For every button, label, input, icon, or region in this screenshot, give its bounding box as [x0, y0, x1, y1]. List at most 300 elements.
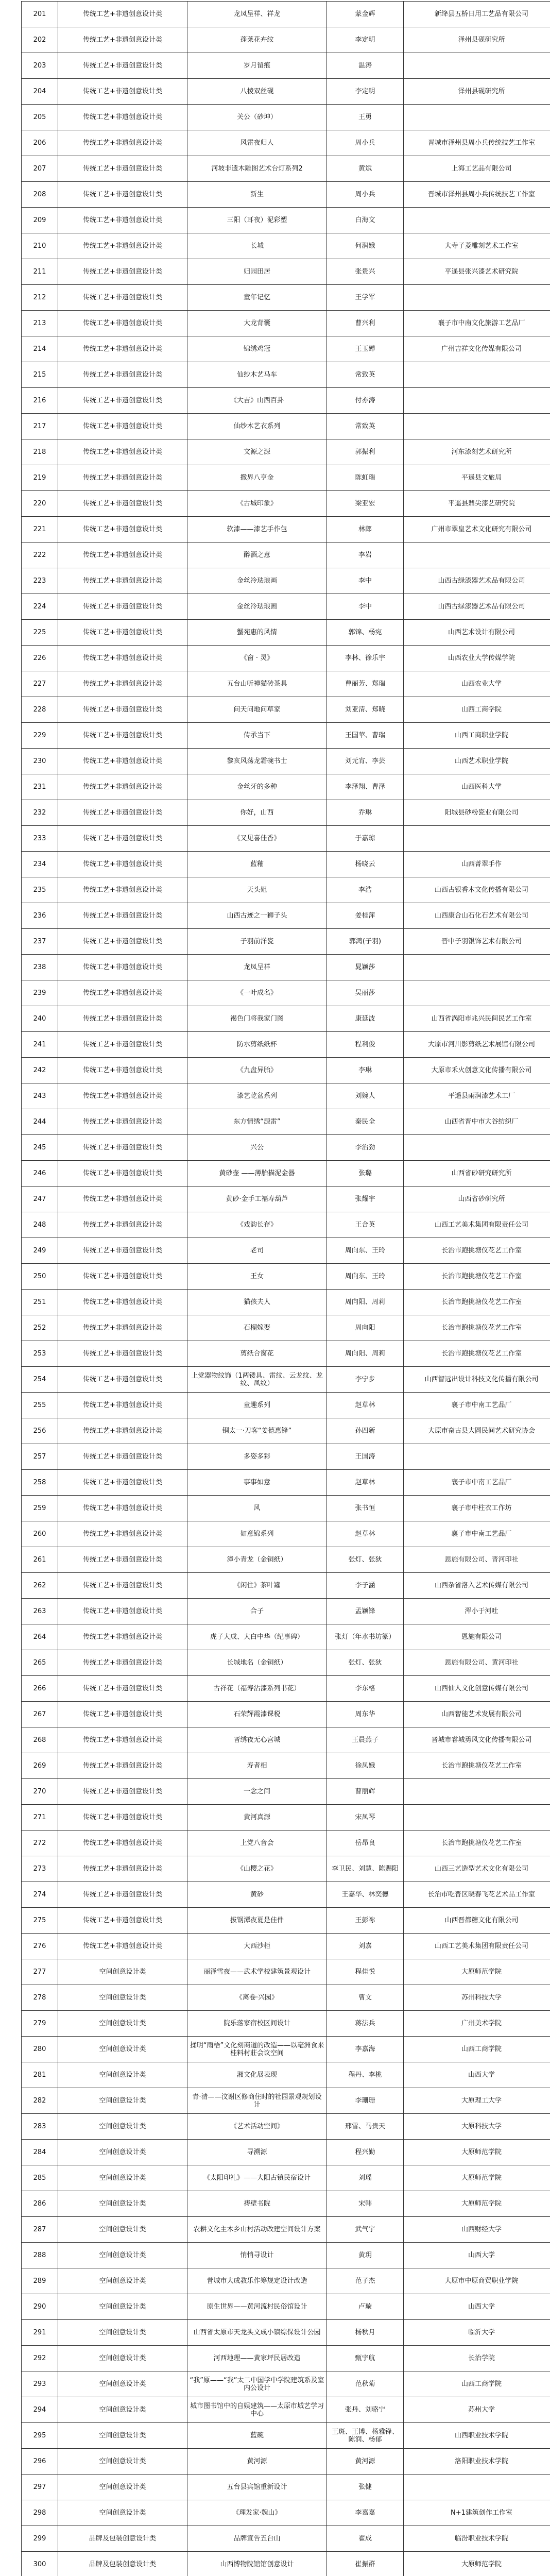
cell-work-title: 传承当下 — [187, 723, 327, 749]
cell-work-title: 悄悄寻设计 — [187, 2243, 327, 2268]
cell-organization: 恩施有限公司 — [404, 1624, 550, 1650]
cell-organization: 山西大学 — [404, 2294, 550, 2320]
cell-author: 郭振利 — [327, 439, 404, 465]
cell-number: 201 — [22, 2, 58, 27]
table-row — [22, 311, 550, 336]
cell-author: 程丹、李桃 — [327, 2062, 404, 2088]
cell-work-title: 金丝冷珐琅画 — [187, 568, 327, 594]
cell-work-title: 蟹苑惠的风情 — [187, 620, 327, 646]
cell-organization — [404, 2475, 550, 2500]
table-row — [22, 2037, 550, 2062]
table-row — [22, 388, 550, 414]
cell-category: 传统工艺+非遗创意设计类 — [58, 1496, 187, 1521]
table-row — [22, 646, 550, 671]
cell-work-title: 昔城市大成教乐作筹规定设计改造 — [187, 2268, 327, 2294]
cell-number: 260 — [22, 1521, 58, 1547]
cell-author: 蒋法兵 — [327, 2011, 404, 2037]
cell-author: 李泽翔、曹泽 — [327, 774, 404, 800]
cell-number: 217 — [22, 414, 58, 439]
cell-work-title: 金丝冷珐琅画 — [187, 594, 327, 620]
table-row — [22, 2217, 550, 2243]
cell-category: 传统工艺+非遗创意设计类 — [58, 79, 187, 105]
table-row — [22, 2397, 550, 2423]
cell-author: 李宁步 — [327, 1367, 404, 1393]
cell-number: 234 — [22, 852, 58, 877]
cell-category: 传统工艺+非遗创意设计类 — [58, 1521, 187, 1547]
cell-number: 289 — [22, 2268, 58, 2294]
cell-category: 传统工艺+非遗创意设计类 — [58, 903, 187, 929]
cell-category: 传统工艺+非遗创意设计类 — [58, 543, 187, 568]
cell-category: 空间创意设计类 — [58, 2217, 187, 2243]
cell-number: 220 — [22, 491, 58, 517]
cell-number: 237 — [22, 929, 58, 955]
cell-number: 209 — [22, 208, 58, 233]
cell-category: 传统工艺+非遗创意设计类 — [58, 1908, 187, 1934]
cell-work-title: 《一叶成名》 — [187, 980, 327, 1006]
cell-category: 传统工艺+非遗创意设计类 — [58, 491, 187, 517]
cell-work-title: 文源之源 — [187, 439, 327, 465]
table-row — [22, 1573, 550, 1599]
table-row — [22, 2449, 550, 2475]
cell-work-title: 合子 — [187, 1599, 327, 1624]
cell-author: 王合英 — [327, 1212, 404, 1238]
cell-work-title: 青·清——汶谢区修商住时的社园景观规划设计 — [187, 2088, 327, 2114]
cell-category: 传统工艺+非遗创意设计类 — [58, 1547, 187, 1573]
table-row — [22, 826, 550, 852]
cell-author: 曹丽辉 — [327, 1779, 404, 1805]
cell-number: 272 — [22, 1831, 58, 1856]
cell-category: 空间创意设计类 — [58, 1985, 187, 2011]
cell-author: 黄玥 — [327, 2243, 404, 2268]
cell-category: 传统工艺+非遗创意设计类 — [58, 1444, 187, 1470]
cell-organization: 山西智远出设计科技文化传播有限公司 — [404, 1367, 550, 1393]
cell-organization: 山西省砂研究研究所 — [404, 1161, 550, 1187]
cell-author: 李中 — [327, 594, 404, 620]
cell-number: 277 — [22, 1959, 58, 1985]
cell-number: 216 — [22, 388, 58, 414]
cell-organization: 恩施有限公司、黄河印社 — [404, 1650, 550, 1676]
cell-author: 孟颖锋 — [327, 1599, 404, 1624]
cell-work-title: 王女 — [187, 1264, 327, 1290]
cell-work-title: 揉明“雨梧”文化刻商道的改造——以亳洲食来桂料村莊会议空间 — [187, 2037, 327, 2062]
cell-organization: 山西工商学院 — [404, 697, 550, 723]
cell-author: 范子杰 — [327, 2268, 404, 2294]
table-row — [22, 130, 550, 156]
results-table-sheet — [21, 1, 539, 2576]
cell-author: 武气宇 — [327, 2217, 404, 2243]
cell-category: 传统工艺+非遗创意设计类 — [58, 1573, 187, 1599]
cell-category: 空间创意设计类 — [58, 2449, 187, 2475]
table-row — [22, 285, 550, 311]
table-row — [22, 774, 550, 800]
cell-number: 265 — [22, 1650, 58, 1676]
cell-author: 张健 — [327, 2475, 404, 2500]
cell-category: 传统工艺+非遗创意设计类 — [58, 1702, 187, 1727]
cell-work-title: 山西古迹之一狮子头 — [187, 903, 327, 929]
table-row — [22, 1238, 550, 1264]
cell-category: 传统工艺+非遗创意设计类 — [58, 1264, 187, 1290]
cell-number: 284 — [22, 2140, 58, 2165]
cell-work-title: 如意锦系列 — [187, 1521, 327, 1547]
cell-category: 传统工艺+非遗创意设计类 — [58, 1083, 187, 1109]
cell-category: 传统工艺+非遗创意设计类 — [58, 697, 187, 723]
table-row — [22, 2294, 550, 2320]
cell-number: 250 — [22, 1264, 58, 1290]
table-row — [22, 2062, 550, 2088]
table-row — [22, 2140, 550, 2165]
table-row — [22, 1290, 550, 1315]
cell-organization: 山西智能艺术发展有限公司 — [404, 1702, 550, 1727]
table-row — [22, 1702, 550, 1727]
cell-work-title: 三阳（耳夜）泥彩塑 — [187, 208, 327, 233]
cell-work-title: 《又见喜佳香》 — [187, 826, 327, 852]
cell-author: 范秋菊 — [327, 2371, 404, 2397]
cell-author: 张璐 — [327, 1161, 404, 1187]
cell-number: 223 — [22, 568, 58, 594]
cell-organization: 河东漆刻艺术研究所 — [404, 439, 550, 465]
table-row — [22, 2320, 550, 2346]
cell-author: 吴丽莎 — [327, 980, 404, 1006]
cell-number: 269 — [22, 1753, 58, 1779]
cell-organization: 大原市中原商贸职业学院 — [404, 2268, 550, 2294]
cell-author: 宋韩 — [327, 2191, 404, 2217]
cell-work-title: 黎亥风荡龙霜碗书士 — [187, 749, 327, 774]
table-row — [22, 1264, 550, 1290]
table-row — [22, 2423, 550, 2449]
table-row — [22, 1805, 550, 1831]
cell-category: 传统工艺+非遗创意设计类 — [58, 2, 187, 27]
table-row — [22, 2011, 550, 2037]
cell-work-title: 你好，山西 — [187, 800, 327, 826]
table-row — [22, 1161, 550, 1187]
cell-number: 274 — [22, 1882, 58, 1908]
cell-work-title: 《太阳印礼》——大阳古镇民宿设计 — [187, 2165, 327, 2191]
cell-work-title: 《闲住》茶叶罐 — [187, 1573, 327, 1599]
cell-category: 传统工艺+非遗创意设计类 — [58, 1032, 187, 1058]
cell-author: 周向阳 — [327, 1315, 404, 1341]
cell-organization: 平遥县张兴漆艺术研究院 — [404, 259, 550, 285]
cell-work-title: 黄河源 — [187, 2449, 327, 2475]
cell-organization: N+1建筑创作工作室 — [404, 2500, 550, 2526]
cell-number: 246 — [22, 1161, 58, 1187]
cell-work-title: 风雷夜归人 — [187, 130, 327, 156]
cell-author: 周向东、王玲 — [327, 1238, 404, 1264]
cell-category: 空间创意设计类 — [58, 2037, 187, 2062]
cell-work-title: 寿者相 — [187, 1753, 327, 1779]
cell-organization: 广州市翠皇艺术文化研究有限公司 — [404, 517, 550, 543]
cell-author: 张灯、张狄 — [327, 1650, 404, 1676]
cell-category: 传统工艺+非遗创意设计类 — [58, 362, 187, 388]
cell-organization: 临汾职业技术学院 — [404, 2526, 550, 2552]
cell-organization: 山西工艺美术集团有限责任公司 — [404, 1934, 550, 1959]
cell-number: 256 — [22, 1418, 58, 1444]
cell-category: 传统工艺+非遗创意设计类 — [58, 1058, 187, 1083]
table-row — [22, 362, 550, 388]
cell-organization: 山西大学 — [404, 2243, 550, 2268]
cell-work-title: 黄砂壶 ——薄胎描泥金器 — [187, 1161, 327, 1187]
cell-author: 岳昂良 — [327, 1831, 404, 1856]
cell-category: 传统工艺+非遗创意设计类 — [58, 388, 187, 414]
cell-category: 传统工艺+非遗创意设计类 — [58, 1676, 187, 1702]
cell-work-title: 拔钢潭夜夏是佳件 — [187, 1908, 327, 1934]
cell-category: 传统工艺+非遗创意设计类 — [58, 749, 187, 774]
cell-organization — [404, 414, 550, 439]
cell-work-title: 《古城印象》 — [187, 491, 327, 517]
cell-work-title: 农耕文化主木乡山村活动改建空间设计方案 — [187, 2217, 327, 2243]
cell-organization: 山西工商职业学院 — [404, 723, 550, 749]
cell-organization: 山西艺术职业学院 — [404, 749, 550, 774]
cell-category: 传统工艺+非遗创意设计类 — [58, 852, 187, 877]
table-row — [22, 1882, 550, 1908]
cell-number: 263 — [22, 1599, 58, 1624]
cell-category: 传统工艺+非遗创意设计类 — [58, 1753, 187, 1779]
cell-number: 279 — [22, 2011, 58, 2037]
cell-number: 225 — [22, 620, 58, 646]
cell-author: 姜桂萍 — [327, 903, 404, 929]
cell-work-title: “我”原——“我”太二中国学中学院建筑系及室内公设计 — [187, 2371, 327, 2397]
cell-author: 李珊珊 — [327, 2088, 404, 2114]
cell-organization: 临沂大学 — [404, 2320, 550, 2346]
cell-author: 常致英 — [327, 414, 404, 439]
cell-category: 传统工艺+非遗创意设计类 — [58, 980, 187, 1006]
cell-number: 255 — [22, 1393, 58, 1418]
cell-category: 传统工艺+非遗创意设计类 — [58, 723, 187, 749]
cell-number: 206 — [22, 130, 58, 156]
cell-organization: 山西康合山石化石艺术有限公司 — [404, 903, 550, 929]
table-row — [22, 903, 550, 929]
table-row — [22, 1521, 550, 1547]
cell-work-title: 蓬莱花卉纹 — [187, 27, 327, 53]
cell-work-title: 老司 — [187, 1238, 327, 1264]
cell-author: 林郎 — [327, 517, 404, 543]
table-row — [22, 414, 550, 439]
cell-organization: 山西古绿漆器艺术品有限公司 — [404, 568, 550, 594]
cell-organization: 平遥县雨润漆艺术工厂 — [404, 1083, 550, 1109]
cell-number: 288 — [22, 2243, 58, 2268]
table-row — [22, 2114, 550, 2140]
cell-number: 271 — [22, 1805, 58, 1831]
table-row — [22, 2475, 550, 2500]
cell-number: 207 — [22, 156, 58, 182]
cell-author: 周小兵 — [327, 182, 404, 208]
cell-work-title: 晋绣夜无心宫城 — [187, 1727, 327, 1753]
cell-author: 王玉婵 — [327, 336, 404, 362]
cell-author: 刘瑶 — [327, 2165, 404, 2191]
cell-organization: 襄子市中南文化旅游工艺品厂 — [404, 311, 550, 336]
cell-author: 程利俊 — [327, 1032, 404, 1058]
cell-author: 杨晓云 — [327, 852, 404, 877]
cell-author: 陈虹瑞 — [327, 465, 404, 491]
cell-author: 李琳 — [327, 1058, 404, 1083]
table-row — [22, 1934, 550, 1959]
cell-number: 211 — [22, 259, 58, 285]
cell-organization: 山西晋都糖文化有限公司 — [404, 1908, 550, 1934]
cell-work-title: 河坡非遗木雕图艺术台灯系列2 — [187, 156, 327, 182]
table-row — [22, 723, 550, 749]
cell-number: 293 — [22, 2371, 58, 2397]
table-row — [22, 517, 550, 543]
cell-work-title: 蓝釉 — [187, 852, 327, 877]
cell-work-title: 关公（砂坤） — [187, 105, 327, 130]
cell-work-title: 祷壁书院 — [187, 2191, 327, 2217]
cell-organization — [404, 955, 550, 980]
cell-number: 231 — [22, 774, 58, 800]
table-row — [22, 1470, 550, 1496]
table-row — [22, 1599, 550, 1624]
cell-organization: 山西大学 — [404, 2062, 550, 2088]
cell-category: 传统工艺+非遗创意设计类 — [58, 465, 187, 491]
cell-organization: 山西医科大学 — [404, 774, 550, 800]
cell-author: 李东格 — [327, 1676, 404, 1702]
cell-category: 空间创意设计类 — [58, 2423, 187, 2449]
cell-organization: 大原师范学院 — [404, 1959, 550, 1985]
cell-number: 247 — [22, 1187, 58, 1212]
cell-author: 康延波 — [327, 1006, 404, 1032]
cell-category: 空间创意设计类 — [58, 2140, 187, 2165]
cell-organization: 平遥县鼎尖漆艺研究院 — [404, 491, 550, 517]
table-row — [22, 620, 550, 646]
cell-work-title: 寻溯源 — [187, 2140, 327, 2165]
cell-work-title: 大西沙柜 — [187, 1934, 327, 1959]
cell-author: 甄宇航 — [327, 2346, 404, 2371]
cell-organization — [404, 362, 550, 388]
cell-category: 传统工艺+非遗创意设计类 — [58, 620, 187, 646]
results-table-body — [22, 2, 550, 2576]
table-row — [22, 1393, 550, 1418]
cell-work-title: 蓝碗 — [187, 2423, 327, 2449]
cell-number: 230 — [22, 749, 58, 774]
cell-author: 王国涛 — [327, 1444, 404, 1470]
table-row — [22, 1187, 550, 1212]
cell-work-title: 岁月留痕 — [187, 53, 327, 79]
cell-organization: 大原理工大学 — [404, 2088, 550, 2114]
cell-work-title: 五台山听禅猫砖茶具 — [187, 671, 327, 697]
cell-category: 传统工艺+非遗创意设计类 — [58, 233, 187, 259]
table-row — [22, 2268, 550, 2294]
table-row — [22, 491, 550, 517]
cell-category: 传统工艺+非遗创意设计类 — [58, 877, 187, 903]
cell-organization: 山西菁翠手作 — [404, 852, 550, 877]
cell-work-title: 黄河真源 — [187, 1805, 327, 1831]
cell-organization: 大原科技大学 — [404, 2114, 550, 2140]
cell-category: 传统工艺+非遗创意设计类 — [58, 774, 187, 800]
cell-number: 270 — [22, 1779, 58, 1805]
table-row — [22, 1315, 550, 1341]
cell-category: 传统工艺+非遗创意设计类 — [58, 1599, 187, 1624]
table-row — [22, 1727, 550, 1753]
cell-author: 李治劲 — [327, 1135, 404, 1161]
cell-category: 空间创意设计类 — [58, 2114, 187, 2140]
cell-work-title: 龙凤呈祥 — [187, 955, 327, 980]
cell-work-title: 醉酒之意 — [187, 543, 327, 568]
cell-number: 228 — [22, 697, 58, 723]
cell-work-title: 原生世界——黄河流村民俗馆设计 — [187, 2294, 327, 2320]
cell-organization — [404, 285, 550, 311]
cell-organization: 晋城市泽州县周小兵传统技艺工作室 — [404, 130, 550, 156]
table-row — [22, 2088, 550, 2114]
cell-category: 传统工艺+非遗创意设计类 — [58, 208, 187, 233]
cell-organization: 泽州县砚研究所 — [404, 27, 550, 53]
cell-number: 239 — [22, 980, 58, 1006]
cell-work-title: 长城 — [187, 233, 327, 259]
cell-organization: 山西省涡阳市兆兴民间民艺工作室 — [404, 1006, 550, 1032]
cell-work-title: 古祥花（福寿沾漆系列书花） — [187, 1676, 327, 1702]
table-row — [22, 980, 550, 1006]
table-row — [22, 1109, 550, 1135]
cell-work-title: 《理发家·魏山》 — [187, 2500, 327, 2526]
cell-work-title: 石荣辉霞漆课税 — [187, 1702, 327, 1727]
cell-work-title: 剪纸合窗花 — [187, 1341, 327, 1367]
table-row — [22, 1418, 550, 1444]
cell-organization — [404, 53, 550, 79]
cell-category: 传统工艺+非遗创意设计类 — [58, 414, 187, 439]
cell-author: 杨秋月 — [327, 2320, 404, 2346]
cell-author: 郭锦、杨宛 — [327, 620, 404, 646]
cell-organization: 长治市跑挑塘仪花艺工作室 — [404, 1238, 550, 1264]
cell-category: 空间创意设计类 — [58, 2011, 187, 2037]
table-row — [22, 1444, 550, 1470]
cell-organization — [404, 543, 550, 568]
cell-category: 传统工艺+非遗创意设计类 — [58, 1238, 187, 1264]
cell-category: 传统工艺+非遗创意设计类 — [58, 1290, 187, 1315]
cell-work-title: 童趣系列 — [187, 1393, 327, 1418]
table-row — [22, 2371, 550, 2397]
cell-organization: 山西杂省洛入艺术传媒有限公司 — [404, 1573, 550, 1599]
cell-author: 周东华 — [327, 1702, 404, 1727]
cell-author: 郭鸿(子羽) — [327, 929, 404, 955]
table-row — [22, 233, 550, 259]
cell-number: 261 — [22, 1547, 58, 1573]
cell-number: 292 — [22, 2346, 58, 2371]
cell-work-title: 东方情绣“源雷” — [187, 1109, 327, 1135]
cell-work-title: 事事如意 — [187, 1470, 327, 1496]
table-row — [22, 2500, 550, 2526]
cell-category: 传统工艺+非遗创意设计类 — [58, 671, 187, 697]
cell-number: 232 — [22, 800, 58, 826]
cell-number: 291 — [22, 2320, 58, 2346]
cell-organization: 晋城市睿城勇风文化传播有限公司 — [404, 1727, 550, 1753]
cell-work-title: 河西地理——黄家坪民居改造 — [187, 2346, 327, 2371]
cell-number: 264 — [22, 1624, 58, 1650]
cell-number: 254 — [22, 1367, 58, 1393]
table-row — [22, 1547, 550, 1573]
cell-work-title: 《山樱之花》 — [187, 1856, 327, 1882]
cell-category: 传统工艺+非遗创意设计类 — [58, 285, 187, 311]
cell-number: 244 — [22, 1109, 58, 1135]
table-row — [22, 877, 550, 903]
cell-organization: 山西财经大学 — [404, 2217, 550, 2243]
cell-number: 214 — [22, 336, 58, 362]
cell-organization — [404, 826, 550, 852]
cell-work-title: 锦绣鸡冠 — [187, 336, 327, 362]
cell-organization: 大寺子菱雕刻艺术工作室 — [404, 233, 550, 259]
cell-organization — [404, 1135, 550, 1161]
cell-author: 梁亚宏 — [327, 491, 404, 517]
cell-author: 周向阳、周莉 — [327, 1290, 404, 1315]
cell-author: 程佳悦 — [327, 1959, 404, 1985]
cell-author: 孙四新 — [327, 1418, 404, 1444]
table-row — [22, 2165, 550, 2191]
cell-category: 传统工艺+非遗创意设计类 — [58, 1341, 187, 1367]
cell-author: 张贵兴 — [327, 259, 404, 285]
cell-organization: 山西省砂研究所 — [404, 1187, 550, 1212]
table-row — [22, 1367, 550, 1393]
cell-work-title: 兴公 — [187, 1135, 327, 1161]
table-row — [22, 2243, 550, 2268]
cell-organization — [404, 388, 550, 414]
cell-organization: 山西农业大学传媒学院 — [404, 646, 550, 671]
table-row — [22, 1831, 550, 1856]
